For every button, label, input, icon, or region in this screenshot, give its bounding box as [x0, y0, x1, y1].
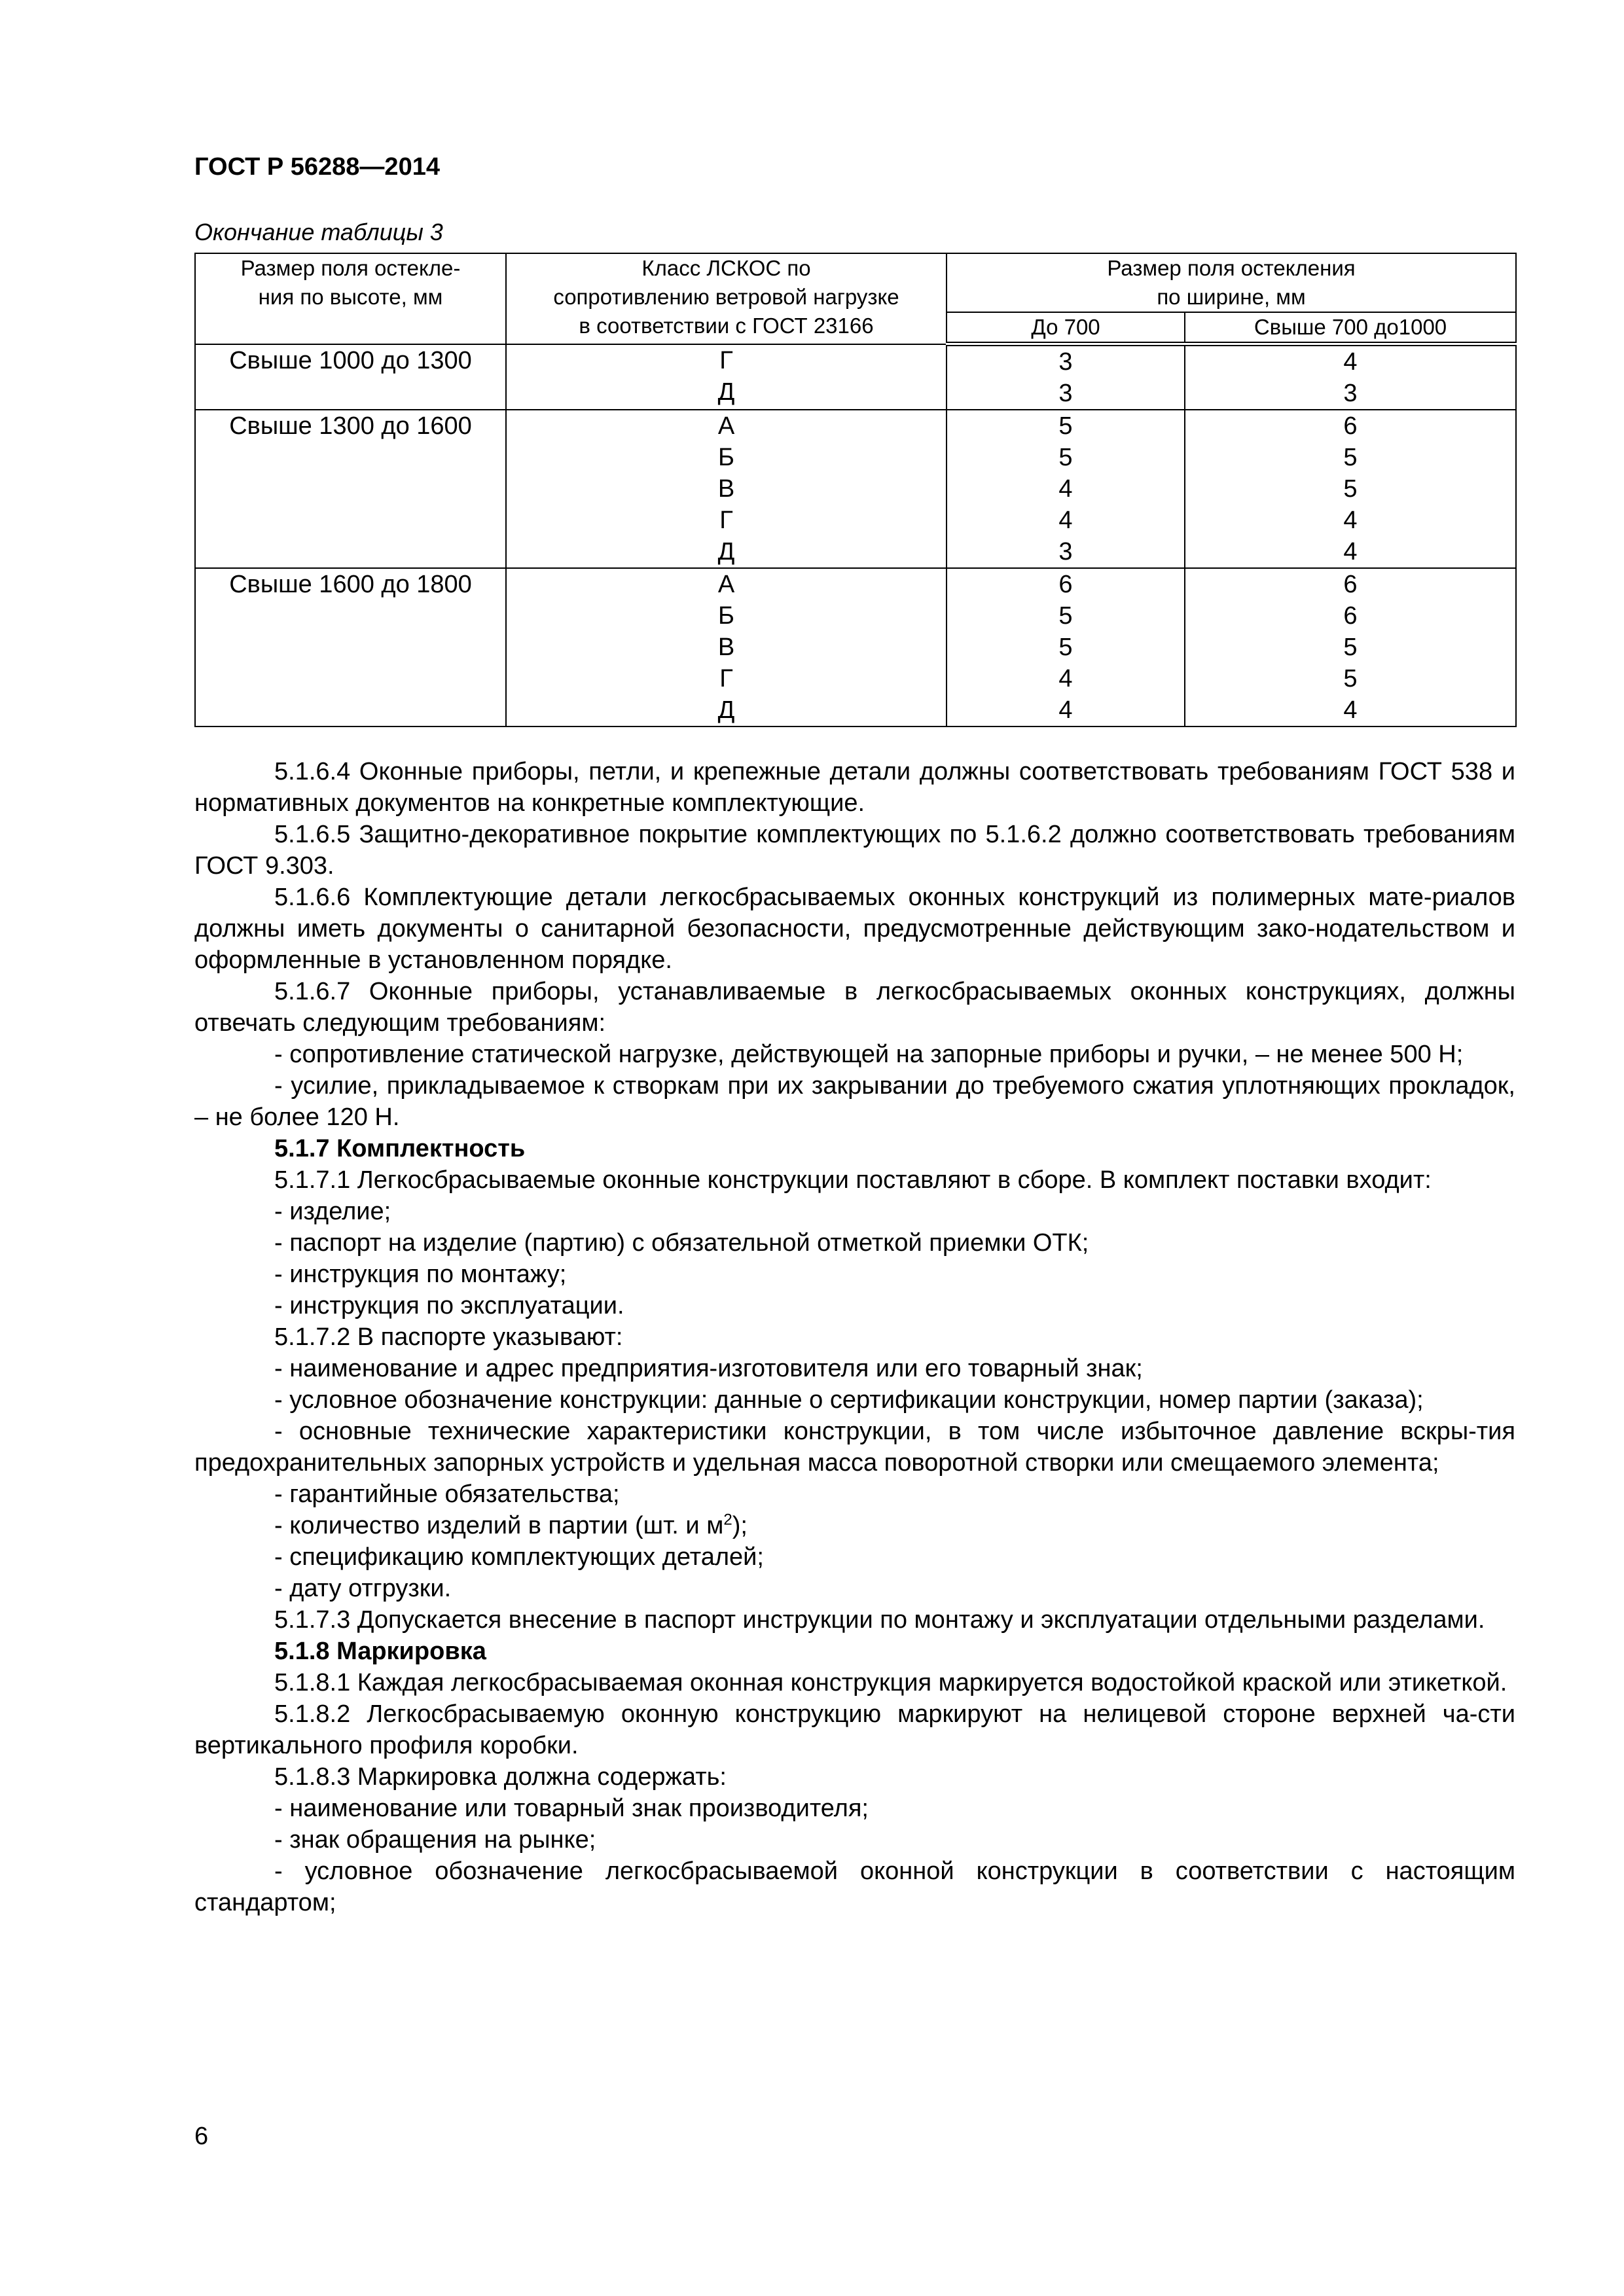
- class-cell: А Б В Г Д: [506, 568, 947, 726]
- height-range-cell: Свыше 1000 до 1300: [195, 344, 506, 410]
- value-cell-1000: 6 5 5 4 4: [1185, 410, 1516, 568]
- header-height-size: Размер поля остекле- ния по высоте, мм: [195, 253, 506, 344]
- value-cell-700: 6 5 5 4 4: [947, 568, 1185, 726]
- list-item: - количество изделий в партии (шт. и $м^2$);: [274, 1511, 748, 1539]
- list-item: - инструкция по монтажу;: [274, 1261, 567, 1288]
- document-code-header: ГОСТ Р 56288—2014: [194, 153, 440, 181]
- list-item: - паспорт на изделие (партию) с обязательной отметкой приемки ОТК;: [274, 1229, 1089, 1257]
- list-item: - дату отгрузки.: [274, 1575, 452, 1602]
- paragraph-5-1-6-6: 5.1.6.6 Комплектующие детали легкосбрасываемых оконных конструкций из полимерных мате-риалов должны иметь документы о санитарной безопасности, предусмотренные действующим зако-нодательством и оформленные в установленном порядке.: [194, 884, 1515, 974]
- list-item: - спецификацию комплектующих деталей;: [274, 1543, 764, 1571]
- header-width-700-1000: Свыше 700 до1000: [1185, 312, 1516, 344]
- superscript: 2: [723, 1511, 732, 1529]
- glazing-table: [194, 253, 1517, 727]
- paragraph-5-1-6-5: 5.1.6.5 Защитно-декоративное покрытие комплектующих по 5.1.6.2 должно соответствовать требованиям ГОСТ 9.303.: [194, 821, 1515, 880]
- table-row: [195, 568, 1516, 726]
- list-item: - наименование или товарный знак производителя;: [274, 1795, 869, 1822]
- table-row: [195, 344, 1516, 410]
- table-caption: Окончание таблицы 3: [194, 219, 443, 245]
- section-heading-5-1-7: 5.1.7 Комплектность: [274, 1135, 526, 1162]
- paragraph-5-1-8-2: 5.1.8.2 Легкосбрасываемую оконную конструкцию маркируют на нелицевой стороне верхней ча-сти вертикального профиля коробки.: [194, 1700, 1515, 1759]
- section-heading-5-1-8: 5.1.8 Маркировка: [274, 1638, 486, 1665]
- list-item: - сопротивление статической нагрузке, действующей на запорные приборы и ручки, – не менее 500 Н;: [274, 1041, 1464, 1068]
- paragraph-5-1-8-1: 5.1.8.1 Каждая легкосбрасываемая оконная конструкция маркируется водостойкой краской или этикеткой.: [274, 1669, 1507, 1696]
- paragraph-5-1-7-3: 5.1.7.3 Допускается внесение в паспорт инструкции по монтажу и эксплуатации отдельными разделами.: [274, 1606, 1485, 1634]
- value-cell-1000: 6 6 5 5 4: [1185, 568, 1516, 726]
- header-width-upto-700: До 700: [947, 312, 1185, 344]
- class-cell: Г Д: [506, 344, 947, 410]
- paragraph-5-1-6-4: 5.1.6.4 Оконные приборы, петли, и крепежные детали должны соответствовать требованиям ГОСТ 538 и нормативных документов на конкретные комплектующие.: [194, 758, 1515, 817]
- list-item: - знак обращения на рынке;: [274, 1826, 596, 1854]
- list-item: - условное обозначение легкосбрасываемой оконной конструкции в соответствии с настоящим стандартом;: [194, 1857, 1515, 1916]
- class-cell: А Б В Г Д: [506, 410, 947, 568]
- paragraph-5-1-8-3: 5.1.8.3 Маркировка должна содержать:: [274, 1763, 727, 1791]
- list-item: - усилие, прикладываемое к створкам при их закрывании до требуемого сжатия уплотняющих прокладок, – не более 120 Н.: [194, 1072, 1515, 1131]
- height-range-cell: Свыше 1600 до 1800: [195, 568, 506, 726]
- list-item: - изделие;: [274, 1198, 391, 1225]
- paragraph-5-1-7-2: 5.1.7.2 В паспорте указывают:: [274, 1323, 623, 1351]
- height-range-cell: Свыше 1300 до 1600: [195, 410, 506, 568]
- list-item: - условное обозначение конструкции: данные о сертификации конструкции, номер партии (заказа);: [274, 1386, 1424, 1414]
- header-width-size-group: Размер поля остекления по ширине, мм: [947, 253, 1516, 312]
- value-cell-700: 3 3: [947, 344, 1185, 410]
- table-row: [195, 410, 1516, 568]
- list-item: - гарантийные обязательства;: [274, 1480, 620, 1508]
- value-cell-700: 5 5 4 4 3: [947, 410, 1185, 568]
- list-item: - основные технические характеристики конструкции, в том числе избыточное давление вскры-тия предохранительных запорных устройств и удельная масса поворотной створки или смещаемого элемента;: [194, 1418, 1515, 1477]
- value-cell-1000: 4 3: [1185, 344, 1516, 410]
- list-item: - инструкция по эксплуатации.: [274, 1292, 624, 1319]
- header-class-lskos: Класс ЛСКОС по сопротивлению ветровой нагрузке в соответствии с ГОСТ 23166: [506, 253, 947, 344]
- list-item: - наименование и адрес предприятия-изготовителя или его товарный знак;: [274, 1355, 1143, 1382]
- paragraph-5-1-7-1: 5.1.7.1 Легкосбрасываемые оконные конструкции поставляют в сборе. В комплект поставки входит:: [274, 1166, 1432, 1194]
- paragraph-5-1-6-7: 5.1.6.7 Оконные приборы, устанавливаемые в легкосбрасываемых оконных конструкциях, должны отвечать следующим требованиям:: [194, 978, 1515, 1037]
- body-text: [194, 756, 1515, 1918]
- page-number: 6: [194, 2123, 209, 2150]
